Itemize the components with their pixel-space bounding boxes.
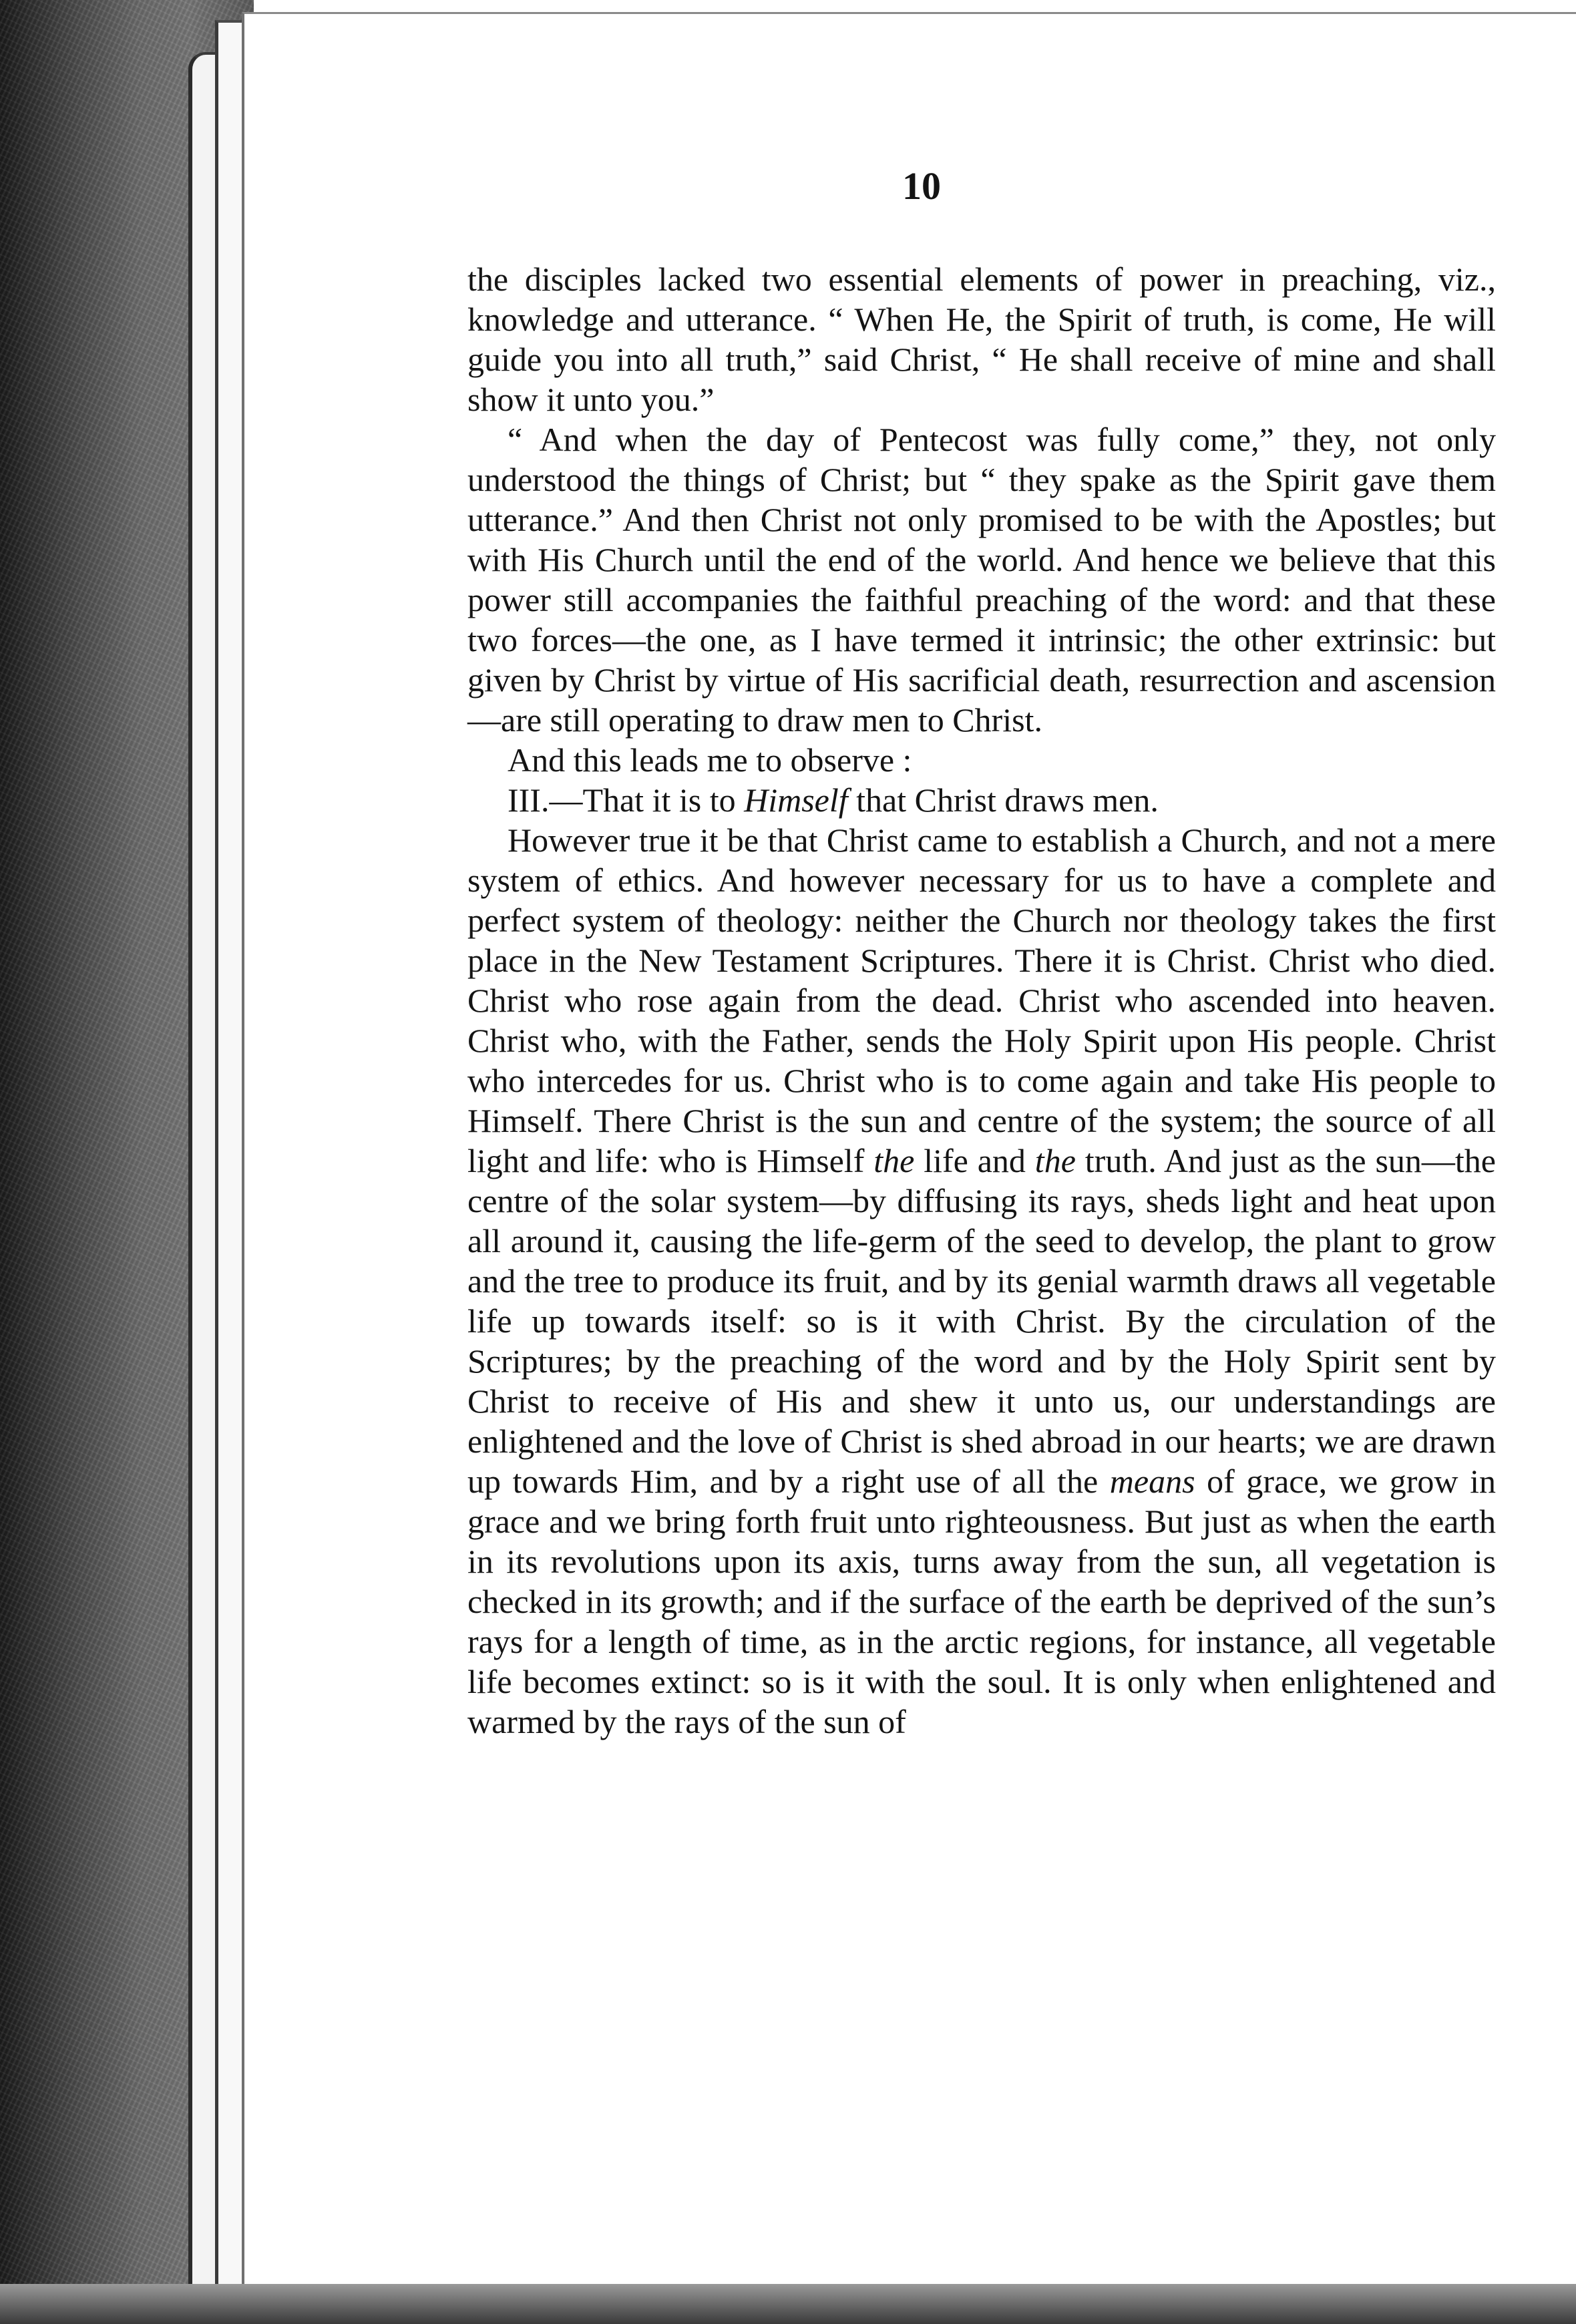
page-number: 10 bbox=[902, 164, 941, 208]
scanner-bottom-edge bbox=[0, 2284, 1576, 2324]
text-run: that Christ draws men. bbox=[847, 781, 1159, 819]
text-run: the disciples lacked two essential elements of power in preaching, viz., knowledge and utterance. “ When He, the Spirit of truth, is come, He will guide you into all truth,” said Christ, “ He shall receive of mine and shall show it unto you.” bbox=[467, 260, 1496, 418]
text-run: And this leads me to observe : bbox=[508, 741, 912, 779]
paragraph bbox=[467, 419, 1496, 740]
text-run: “ And when the day of Pentecost was fully come,” they, not only understood the things of Christ; but “ they spake as the Spirit gave them utterance.” And then Christ not only promised to be with the Apostles; but with His Church until the end of the world. And hence we believe that this power still accompanies the faithful preaching of the word: and that these two forces—the one, as I have termed it intrinsic; the other extrinsic: but given by Christ by virtue of His sacrificial death, resurrection and ascension—are still operating to draw men to Christ. bbox=[467, 421, 1496, 739]
text-run: However true it be that Christ came to establish a Church, and not a mere system of ethics. And however necessary for us to have a complete and perfect system of theology: neither the Church nor theology takes the first place in the New Testament Scriptures. There it is Christ. Christ who died. Christ who rose again from the dead. Christ who ascended into heaven. Christ who, with the Father, sends the Holy Spirit upon His people. Christ who intercedes for us. Christ who is to come again and take His people to Himself. There Christ is the sun and centre of the system; the source of all light and life: who is Himself bbox=[467, 821, 1496, 1179]
body-text bbox=[467, 259, 1496, 1742]
italic-text: the bbox=[873, 1142, 915, 1179]
italic-text: Himself bbox=[744, 781, 848, 819]
italic-text: means bbox=[1109, 1463, 1195, 1500]
text-run: of grace, we grow in grace and we bring forth fruit unto righteousness. But just as when the earth in its revolutions upon its axis, turns away from the sun, all vegetation is checked in its growth; and if the surface of the earth be deprived of the sun’s rays for a length of time, as in the arctic regions, for instance, all vegetable life becomes extinct: so is it with the soul. It is only when enlightened and warmed by the rays of the sun of bbox=[467, 1463, 1496, 1740]
paragraph bbox=[467, 259, 1496, 419]
italic-text: the bbox=[1034, 1142, 1076, 1179]
text-run: III.—That it is to bbox=[508, 781, 745, 819]
paragraph bbox=[467, 820, 1496, 1742]
paragraph bbox=[467, 780, 1496, 820]
paragraph bbox=[467, 740, 1496, 780]
text-run: truth. And just as the sun—the centre of the solar system—by diffusing its rays, sheds light and heat upon all around it, causing the life-germ of the seed to develop, the plant to grow and the tree to produce its fruit, and by its genial warmth draws all vegetable life up towards itself: so is it with Christ. By the circulation of the Scriptures; by the preaching of the word and by the Holy Spirit sent by Christ to receive of His and shew it unto us, our understandings are enlightened and the love of Christ is shed abroad in our hearts; we are drawn up towards Him, and by a right use of all the bbox=[467, 1142, 1496, 1500]
text-run: life and bbox=[914, 1142, 1035, 1179]
